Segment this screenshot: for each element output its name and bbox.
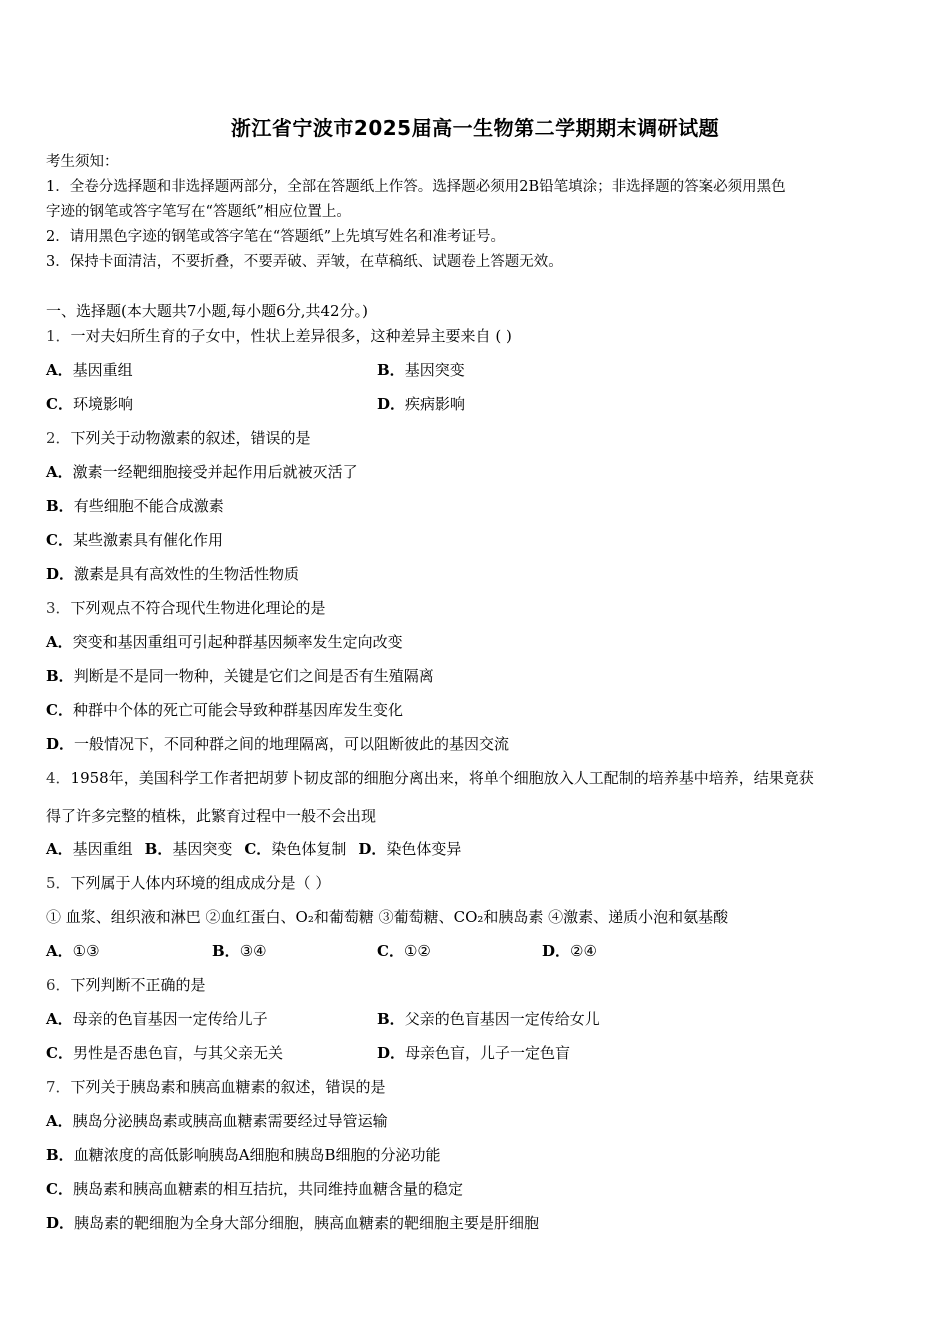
notice-item-2: 2．请用黑色字迹的钢笔或答字笔在“答题纸”上先填写姓名和准考证号。 xyxy=(46,229,506,245)
option-text: 基因突变 xyxy=(404,361,465,379)
option-label: C． xyxy=(46,395,73,413)
option-text: 疾病影响 xyxy=(405,395,466,413)
notice-heading: 考生须知： xyxy=(46,154,119,170)
q3-option-b[interactable] xyxy=(46,666,434,686)
option-text: 激素一经靶细胞接受并起作用后就被灭活了 xyxy=(72,463,358,481)
option-text: 胰岛素和胰高血糖素的相互拮抗，共同维持血糖含量的稳定 xyxy=(72,1180,463,1198)
option-label: A． xyxy=(46,1112,73,1130)
page-title: 浙江省宁波市2025届高一生物第二学期期末调研试题 xyxy=(230,116,720,140)
q5-option-a[interactable] xyxy=(46,941,100,961)
option-label: C． xyxy=(46,531,73,549)
q1-option-a[interactable] xyxy=(46,360,133,380)
option-label: A． xyxy=(46,1010,73,1028)
q3-option-a[interactable] xyxy=(46,632,403,652)
q6-option-d[interactable] xyxy=(377,1043,570,1063)
q1-option-b[interactable] xyxy=(377,360,465,380)
option-label: D． xyxy=(46,735,75,753)
option-text: 基因重组 xyxy=(72,361,133,379)
option-text: 母亲的色盲基因一定传给儿子 xyxy=(72,1010,268,1028)
question-number: 2． xyxy=(46,429,71,447)
option-text: 胰岛分泌胰岛素或胰高血糖素需要经过导管运输 xyxy=(72,1112,388,1130)
option-text: 激素是具有高效性的生物活性物质 xyxy=(74,565,300,583)
question-6-stem xyxy=(46,975,206,995)
option-label: B． xyxy=(212,942,240,960)
q2-option-c[interactable] xyxy=(46,530,223,550)
option-label: D． xyxy=(377,1044,406,1062)
option-label: B． xyxy=(46,667,74,685)
option-label: A． xyxy=(46,463,73,481)
option-text: 母亲色盲，儿子一定色盲 xyxy=(405,1044,571,1062)
q2-option-b[interactable] xyxy=(46,496,224,516)
option-text: 一般情况下，不同种群之间的地理隔离，可以阻断彼此的基因交流 xyxy=(74,735,510,753)
q3-option-c[interactable] xyxy=(46,700,403,720)
section-heading: 一、选择题(本大题共7小题,每小题6分,共42分。) xyxy=(46,302,368,320)
question-text: 下列观点不符合现代生物进化理论的是 xyxy=(70,599,326,617)
question-text: 下列关于胰岛素和胰高血糖素的叙述，错误的是 xyxy=(70,1078,386,1096)
option-text: 判断是不是同一物种，关键是它们之间是否有生殖隔离 xyxy=(73,667,434,685)
option-text: ③④ xyxy=(239,942,267,960)
option-label: A． xyxy=(46,840,73,858)
question-text: 1958年，美国科学工作者把胡萝卜韧皮部的细胞分离出来，将单个细胞放入人工配制的培养基中培养，结果竟获 xyxy=(70,769,814,787)
q7-option-b[interactable] xyxy=(46,1145,441,1165)
q6-option-a[interactable] xyxy=(46,1009,268,1029)
option-text: 血糖浓度的高低影响胰岛A细胞和胰岛B细胞的分泌功能 xyxy=(73,1146,441,1164)
q4-option-c[interactable] xyxy=(244,839,346,859)
q4-option-a[interactable] xyxy=(46,839,133,859)
q5-statements: ① 血浆、组织液和淋巴 ②血红蛋白、O₂和葡萄糖 ③葡萄糖、CO₂和胰岛素 ④激素、递质小泡和氨基酸 xyxy=(46,908,729,926)
option-text: 种群中个体的死亡可能会导致种群基因库发生变化 xyxy=(72,701,403,719)
q1-option-c[interactable] xyxy=(46,394,133,414)
option-label: B． xyxy=(46,497,74,515)
option-text: ①② xyxy=(403,942,431,960)
q6-option-c[interactable] xyxy=(46,1043,283,1063)
option-label: D． xyxy=(46,565,75,583)
option-text: 突变和基因重组可引起种群基因频率发生定向改变 xyxy=(72,633,403,651)
question-4-stem-cont: 得了许多完整的植株，此繁育过程中一般不会出现 xyxy=(46,807,377,825)
q7-option-c[interactable] xyxy=(46,1179,463,1199)
q5-option-d[interactable] xyxy=(542,941,597,961)
q4-option-b[interactable] xyxy=(145,839,233,859)
question-number: 3． xyxy=(46,599,71,617)
option-label: A． xyxy=(46,942,73,960)
question-number: 4． xyxy=(46,769,71,787)
question-text: 下列关于动物激素的叙述，错误的是 xyxy=(70,429,311,447)
question-5-stem xyxy=(46,873,330,893)
option-text: 胰岛素的靶细胞为全身大部分细胞，胰高血糖素的靶细胞主要是肝细胞 xyxy=(74,1214,540,1232)
q5-option-b[interactable] xyxy=(212,941,267,961)
question-number: 6． xyxy=(46,976,71,994)
notice-item-1-cont: 字迹的钢笔或答字笔写在“答题纸”相应位置上。 xyxy=(46,204,351,220)
question-3-stem xyxy=(46,598,326,618)
q4-option-d[interactable] xyxy=(358,839,461,859)
option-label: D． xyxy=(46,1214,75,1232)
question-number: 7． xyxy=(46,1078,71,1096)
option-label: D． xyxy=(358,840,387,858)
option-label: B． xyxy=(46,1146,74,1164)
q1-option-d[interactable] xyxy=(377,394,465,414)
option-text: 基因重组 xyxy=(72,840,133,858)
question-2-stem xyxy=(46,428,311,448)
option-text: 男性是否患色盲，与其父亲无关 xyxy=(72,1044,283,1062)
question-number: 1． xyxy=(46,327,71,345)
option-label: C． xyxy=(377,942,404,960)
option-label: C． xyxy=(46,1180,73,1198)
q6-option-b[interactable] xyxy=(377,1009,600,1029)
option-label: D． xyxy=(377,395,406,413)
option-text: 染色体变异 xyxy=(386,840,462,858)
q3-option-d[interactable] xyxy=(46,734,509,754)
q7-option-a[interactable] xyxy=(46,1111,388,1131)
option-label: B． xyxy=(377,1010,405,1028)
notice-item-3: 3．保持卡面清洁，不要折叠，不要弄破、弄皱，在草稿纸、试题卷上答题无效。 xyxy=(46,254,563,270)
question-text: 一对夫妇所生育的子女中，性状上差异很多，这种差异主要来自 ( ) xyxy=(70,327,512,345)
option-text: 有些细胞不能合成激素 xyxy=(73,497,224,515)
question-text: 下列属于人体内环境的组成成分是（ ） xyxy=(70,874,331,892)
option-text: 父亲的色盲基因一定传给女儿 xyxy=(404,1010,600,1028)
option-label: C． xyxy=(244,840,272,858)
q7-option-d[interactable] xyxy=(46,1213,539,1233)
question-number: 5． xyxy=(46,874,71,892)
option-text: 某些激素具有催化作用 xyxy=(72,531,223,549)
question-1-stem xyxy=(46,326,512,346)
notice-item-1: 1．全卷分选择题和非选择题两部分，全部在答题纸上作答。选择题必须用2B铅笔填涂；非选择题的答案必须用黑色 xyxy=(46,179,786,195)
question-text: 下列判断不正确的是 xyxy=(70,976,206,994)
option-text: 环境影响 xyxy=(72,395,133,413)
q2-option-d[interactable] xyxy=(46,564,299,584)
option-label: C． xyxy=(46,701,73,719)
option-text: 染色体复制 xyxy=(271,840,347,858)
q5-option-c[interactable] xyxy=(377,941,431,961)
q4-options xyxy=(46,839,461,859)
option-label: B． xyxy=(144,840,173,858)
option-label: A． xyxy=(46,361,73,379)
option-label: B． xyxy=(377,361,405,379)
question-4-stem xyxy=(46,768,814,788)
option-text: 基因突变 xyxy=(172,840,233,858)
question-7-stem xyxy=(46,1077,386,1097)
option-text: ①③ xyxy=(72,942,100,960)
option-label: D． xyxy=(542,942,571,960)
q2-option-a[interactable] xyxy=(46,462,358,482)
option-text: ②④ xyxy=(570,942,597,960)
option-label: A． xyxy=(46,633,73,651)
option-label: C． xyxy=(46,1044,73,1062)
